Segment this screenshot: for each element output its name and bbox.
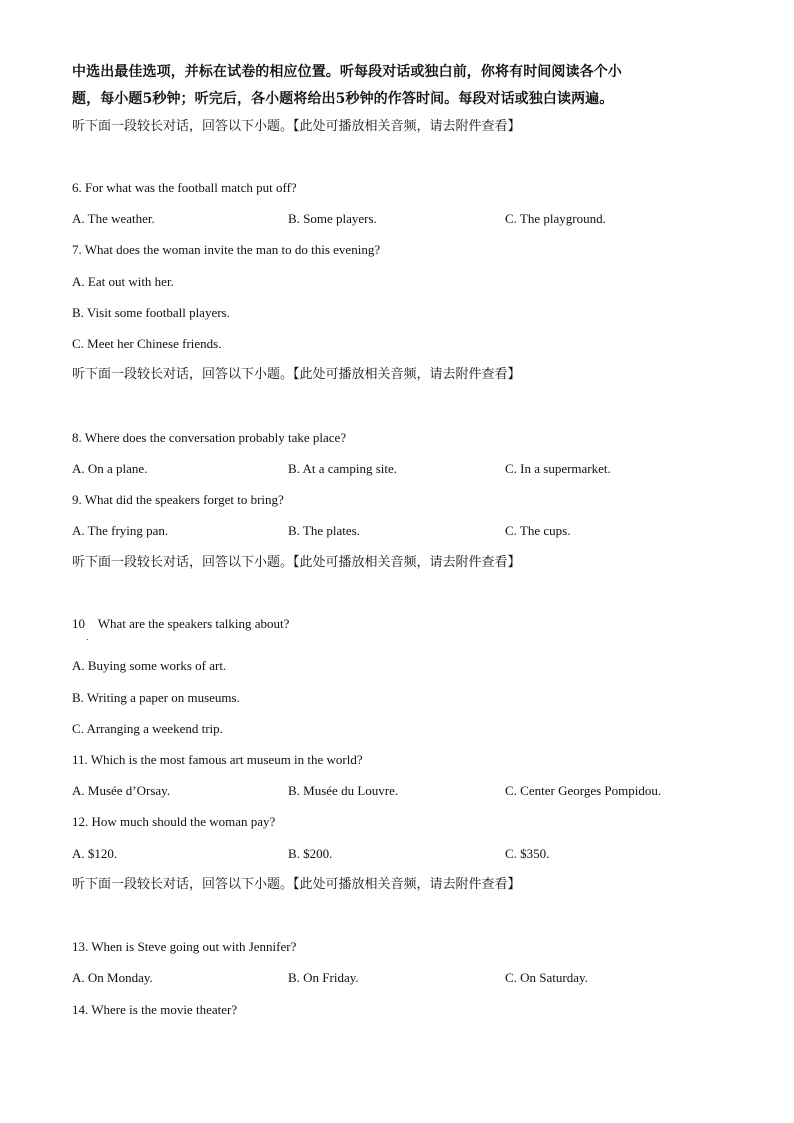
q13-option-c: C. On Saturday. (505, 970, 588, 985)
q9-option-c: C. The cups. (505, 523, 571, 538)
question-12: 12. How much should the woman pay? (72, 814, 276, 829)
question-6: 6. For what was the football match put off? (72, 180, 297, 195)
section-note-3[interactable]: 听下面一段较长对话，回答以下小题。【此处可播放相关音频，请去附件查看】 (72, 555, 521, 570)
section-note-2[interactable]: 听下面一段较长对话，回答以下小题。【此处可播放相关音频，请去附件查看】 (72, 367, 521, 382)
q12-option-a: A. $120. (72, 846, 118, 861)
intro-line-1: 中选出最佳选项，并标在试卷的相应位置。听每段对话或独白前，你将有时间阅读各个小 (72, 64, 622, 80)
q12-option-b: B. $200. (288, 846, 333, 861)
q7-option-a: A. Eat out with her. (72, 274, 174, 289)
q9-option-b: B. The plates. (288, 523, 360, 538)
question-11: 11. Which is the most famous art museum in the world? (72, 752, 363, 767)
question-7: 7. What does the woman invite the man to do this evening? (72, 242, 381, 257)
section-note-1[interactable]: 听下面一段较长对话，回答以下小题。【此处可播放相关音频，请去附件查看】 (72, 119, 521, 134)
question-13: 13. When is Steve going out with Jennifer? (72, 939, 297, 954)
q11-option-a: A. Musée d’Orsay. (72, 783, 171, 798)
q13-option-b: B. On Friday. (288, 970, 359, 985)
q8-option-b: B. At a camping site. (288, 461, 398, 476)
q8-option-a: A. On a plane. (72, 461, 148, 476)
intro-line-2: 题，每小题5秒钟；听完后，各小题将给出5秒钟的作答时间。每段对话或独白读两遍。 (72, 91, 614, 107)
q7-option-c: C. Meet her Chinese friends. (72, 336, 222, 351)
question-10: 10 What are the speakers talking about? (72, 616, 290, 631)
q11-option-b: B. Musée du Louvre. (288, 783, 399, 798)
q10-option-c: C. Arranging a weekend trip. (72, 721, 223, 736)
q6-option-a: A. The weather. (72, 211, 155, 226)
q10-option-b: B. Writing a paper on museums. (72, 690, 240, 705)
q8-option-c: C. In a supermarket. (505, 461, 611, 476)
q6-option-b: B. Some players. (288, 211, 377, 226)
q6-option-c: C. The playground. (505, 211, 606, 226)
q10-option-a: A. Buying some works of art. (72, 658, 227, 673)
question-10-dot: . (86, 633, 89, 642)
question-9: 9. What did the speakers forget to bring? (72, 492, 284, 507)
q9-option-a: A. The frying pan. (72, 523, 169, 538)
q11-option-c: C. Center Georges Pompidou. (505, 783, 662, 798)
q13-option-a: A. On Monday. (72, 970, 153, 985)
q7-option-b: B. Visit some football players. (72, 305, 230, 320)
question-8: 8. Where does the conversation probably take place? (72, 430, 347, 445)
q12-option-c: C. $350. (505, 846, 550, 861)
section-note-4[interactable]: 听下面一段较长对话，回答以下小题。【此处可播放相关音频，请去附件查看】 (72, 877, 521, 892)
question-14: 14. Where is the movie theater? (72, 1002, 238, 1017)
